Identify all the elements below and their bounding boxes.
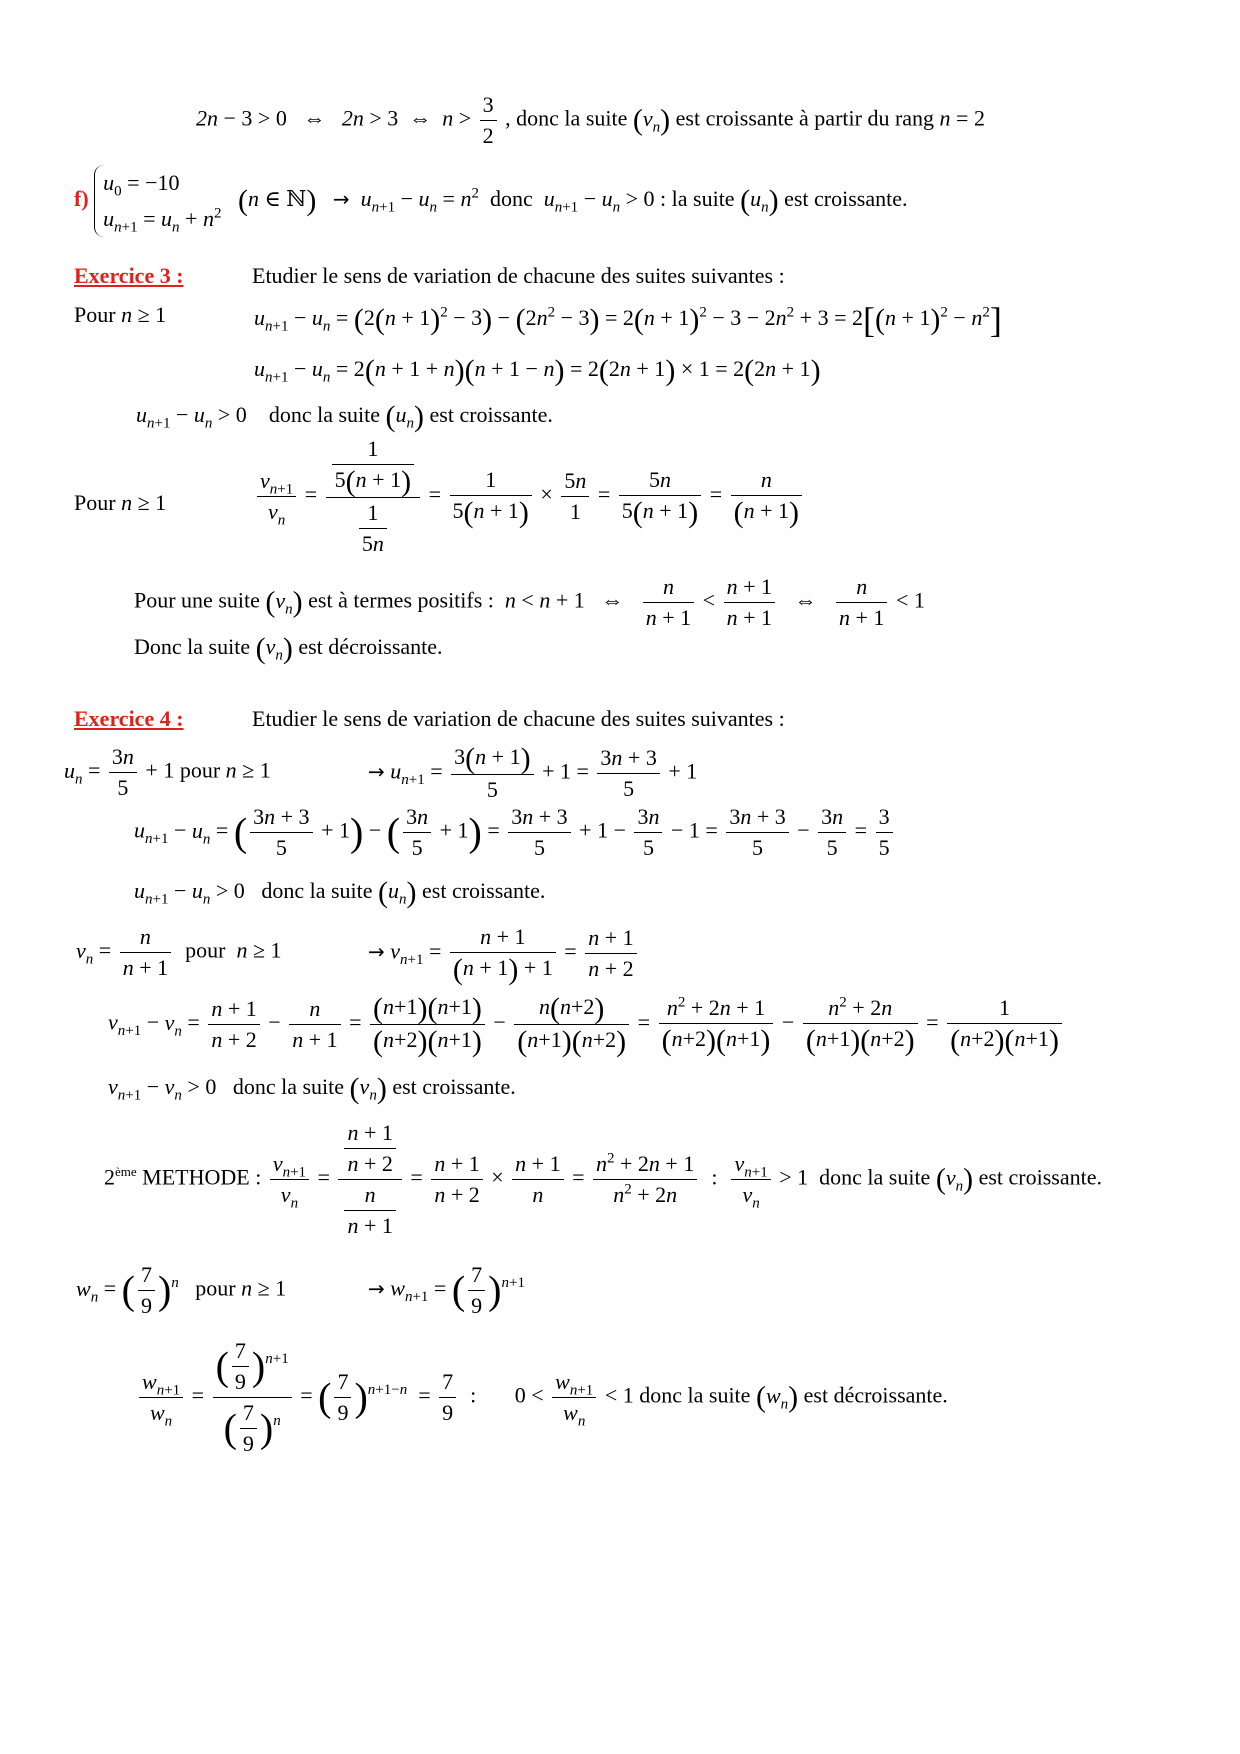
part-label-f: f) — [74, 186, 89, 212]
ex4-w-definition: $w_n$ = ( $\frac{7}{9}$ )$^n$ pour n ≥ 1 — [76, 1262, 287, 1318]
arrow-right-icon: → — [368, 1276, 385, 1301]
ex4-v-diff: $v_{n+1} - v_n$ = $\frac{n + 1}{n + 2}$ − $\frac{n}{n + 1}$ = $\frac{(n+1)(n+1)}{(n+2)(n+1)}$ − $\frac{n(n+2)}{(n+1)(n+2)}$ = $\frac{n^2 + 2n + 1}{(n+2)(n+1)}$ − $\frac{n^2 + 2n}{(n+1)(n+2)}$ = $\frac{1}{(n+2)(n+1)}$ — [108, 994, 1065, 1055]
line-f: f) $u_0 = -10$ $u_{n+1} = u_n + n^2$ (n ∈ ℕ) → $u_{n+1} - u_n = n^2$ donc $u_{n+1} - u_n > 0$ : la suite $(u_n)$ est croissante. — [74, 165, 907, 237]
exercise-3-header — [74, 263, 184, 289]
ex3-v-conclusion: Donc la suite $(v_n)$ est décroissante. — [134, 631, 443, 665]
ex3-u-diff-2: $u_{n+1} - u_n = 2(n + 1 + n)(n + 1 - n) = 2(2n + 1) \times 1 = 2(2n + 1)$ — [254, 353, 821, 387]
arrow-right-icon: → — [368, 939, 385, 964]
ex3-pour-v: Pour n ≥ 1 — [74, 490, 167, 515]
exercise-4-header — [74, 706, 184, 732]
exercise-4-instruction: Etudier le sens de variation de chacune des suites suivantes : — [252, 706, 785, 731]
arrow-right-icon: → — [332, 187, 350, 212]
ex4-w-next: → $w_{n+1}$ = ( $\frac{7}{9}$ )$^{n+1}$ — [368, 1262, 525, 1318]
ex4-v-next: → $v_{n+1}$ = $\frac{n + 1}{(n + 1) + 1}$ = $\frac{n + 1}{n + 2}$ — [368, 924, 640, 983]
ex4-second-method: 2ème METHODE : $\frac{v_{n+1}}{v_n}$ = $\frac{\frac{n + 1}{n + 2}}{\frac{n}{n + 1}}$ = $\frac{n + 1}{n + 2}$ × $\frac{n + 1}{n}$ = $\frac{n^2 + 2n + 1}{n^2 + 2n}$ : $\frac{v_{n+1}}{v_n}$ > 1 donc la suite $(v_n)$ est croissante. — [104, 1120, 1102, 1238]
exercise-3-instruction: Etudier le sens de variation de chacune des suites suivantes : — [252, 263, 785, 288]
ex3-v-ratio: $\frac{v_{n+1}}{v_n}$ = $\frac{\frac{1}{5(n + 1)}}{\frac{1}{5n}}$ = $\frac{1}{5(n + 1)}$ × $\frac{5n}{1}$ = $\frac{5n}{5(n + 1)}$ = $\frac{n}{(n + 1)}$ — [254, 436, 805, 557]
line-2n-3: 2n − 3 > 0 ⇔ 2n > 3 ⇔ n > $\frac{3}{2}$ , donc la suite $(v_n)$ est croissante à partir du rang n = 2 — [196, 92, 985, 148]
ex4-u-next: → $u_{n+1}$ = $\frac{3(n + 1)}{5}$ + 1 = $\frac{3n + 3}{5}$ + 1 — [368, 741, 698, 802]
exercise-3-label: Exercice 3 : — [74, 263, 184, 288]
ex4-w-ratio: $\frac{w_{n+1}}{w_n}$ = ( $\frac{7}{9}$ )$^{n+1}$ ( $\frac{7}{9}$ )$^n$ = ( $\frac{7}{9}$ )$^{n+1-n}$ = $\frac{7}{9}$ : 0 < $\frac{w_{n+1}}{w_n}$ < 1 donc la suite $(w_n)$ est décroissante. — [136, 1338, 948, 1457]
arrow-right-icon: → — [368, 759, 385, 784]
ex3-u-diff-1: $u_{n+1} - u_n = (2(n + 1)^2 - 3) - (2n^2 - 3) = 2(n + 1)^2 - 3 - 2n^2 + 3 = 2[(n + 1)^2 - n^2]$ — [254, 299, 1002, 340]
ex3-u-conclusion: $u_{n+1} - u_n > 0$ donc la suite $(u_n)$ est croissante. — [136, 399, 553, 433]
exercise-4-label: Exercice 4 : — [74, 706, 184, 731]
ex4-u-definition: $u_n$ = $\frac{3n}{5}$ + 1 pour n ≥ 1 — [64, 744, 271, 800]
ex4-u-diff: $u_{n+1} - u_n$ = ( $\frac{3n + 3}{5}$ + 1) − ( $\frac{3n}{5}$ + 1) = $\frac{3n + 3}{5}$ + 1 − $\frac{3n}{5}$ − 1 = $\frac{3n + 3}{5}$ − $\frac{3n}{5}$ = $\frac{3}{5}$ — [134, 804, 896, 861]
ex4-v-definition: $v_n$ = $\frac{n}{n + 1}$ pour n ≥ 1 — [76, 924, 282, 980]
ex3-positive-terms: Pour une suite $(v_n)$ est à termes positifs : n < n + 1 ⇔ $\frac{n}{n + 1}$ < $\frac{n + 1}{n + 1}$ ⇔ $\frac{n}{n + 1}$ < 1 — [134, 574, 925, 630]
ex4-u-conclusion: $u_{n+1} - u_n > 0$ donc la suite $(u_n)$ est croissante. — [134, 875, 546, 909]
system-uf: $u_0 = -10$ $u_{n+1} = u_n + n^2$ — [94, 165, 221, 237]
ex4-v-conclusion: $v_{n+1} - v_n > 0$ donc la suite $(v_n)$ est croissante. — [108, 1071, 516, 1105]
ex3-pour-u: Pour n ≥ 1 — [74, 302, 167, 327]
